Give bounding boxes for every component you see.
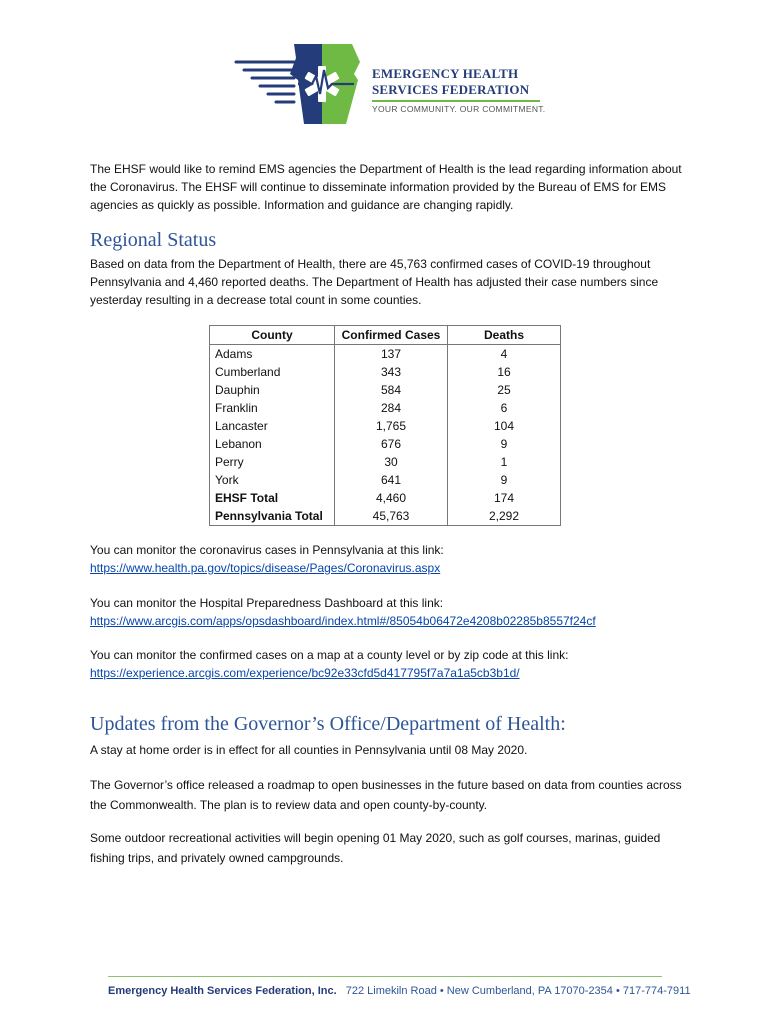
link-intro-text: You can monitor the coronavirus cases in Pennsylvania at this link: <box>90 543 444 557</box>
link-block-hospital <box>90 594 690 630</box>
table-cell-deaths: 6 <box>500 401 508 415</box>
table-cell-county: York <box>215 473 239 487</box>
table-cell-deaths: 16 <box>497 365 511 379</box>
deaths-column <box>448 345 561 526</box>
header-county: County <box>210 326 335 345</box>
ehsf-emblem-icon <box>234 40 369 126</box>
intro-paragraph: The EHSF would like to remind EMS agencies the Department of Health is the lead regarding information about the Coronavirus. The EHSF will continue to disseminate information provided by the Bureau of EMS for EMS agencies as quickly as possible. Information and guidance are changing rapidly. <box>90 162 682 212</box>
logo-line-1: EMERGENCY HEALTH <box>372 66 519 81</box>
link-block-coronavirus <box>90 541 690 577</box>
table-cell-county-total: EHSF Total <box>215 491 279 505</box>
table-cell-cases: 284 <box>380 401 402 415</box>
cases-map-link[interactable]: https://experience.arcgis.com/experience/bc92e33cfd5d417795f7a7a1a5cb3b1d/ <box>90 666 520 680</box>
table-cell-county: Lebanon <box>215 437 262 451</box>
table-cell-deaths: 9 <box>500 473 508 487</box>
regional-status-heading: Regional Status <box>90 229 217 251</box>
table-cell-county: Perry <box>215 455 244 469</box>
table-cell-deaths: 25 <box>497 383 511 397</box>
table-cell-county: Cumberland <box>215 365 281 379</box>
header-confirmed-cases: Confirmed Cases <box>335 326 448 345</box>
table-cell-cases: 584 <box>380 383 402 397</box>
table-body-row <box>210 345 561 526</box>
table-cell-deaths: 1 <box>500 455 508 469</box>
logo-line-2: SERVICES FEDERATION <box>372 82 530 97</box>
table-cell-cases: 4,460 <box>375 491 407 505</box>
table-cell-county: Adams <box>215 347 253 361</box>
footer-address: 722 Limekiln Road • New Cumberland, PA 17070-2354 • 717-774-7911 <box>345 985 691 997</box>
table-cell-cases: 45,763 <box>372 509 410 523</box>
table-cell-cases: 1,765 <box>375 419 407 433</box>
table-cell-county: Lancaster <box>215 419 268 433</box>
updates-heading: Updates from the Governor’s Office/Department of Health: <box>90 713 566 735</box>
ehsf-logo <box>234 40 554 126</box>
table-cell-deaths: 174 <box>493 491 515 505</box>
link-block-map <box>90 646 690 682</box>
table-header-row <box>210 326 561 345</box>
coronavirus-cases-link[interactable]: https://www.health.pa.gov/topics/disease/Pages/Coronavirus.aspx <box>90 561 441 575</box>
updates-paragraph-3: Some outdoor recreational activities will begin opening 01 May 2020, such as golf courses, marinas, guided fishing trips, and privately owned campgrounds. <box>90 831 661 865</box>
table-cell-deaths: 104 <box>493 419 515 433</box>
logo-divider <box>372 100 540 102</box>
updates-paragraph-2: The Governor’s office released a roadmap to open businesses in the future based on data from counties across the Commonwealth. The plan is to review data and open county-by-county. <box>90 778 682 812</box>
table-cell-cases: 641 <box>380 473 402 487</box>
regional-status-paragraph: Based on data from the Department of Health, there are 45,763 confirmed cases of COVID-19 throughout Pennsylvania and 4,460 reported deaths. The Department of Health has adjusted their case numbers since yesterday resulting in a decrease total count in some counties. <box>90 257 659 307</box>
county-column <box>210 345 335 526</box>
header-deaths: Deaths <box>448 326 561 345</box>
footer-org-name: Emergency Health Services Federation, Inc. <box>108 985 337 997</box>
table-cell-county: Dauphin <box>215 383 260 397</box>
table-cell-deaths: 2,292 <box>488 509 520 523</box>
table-cell-county: Franklin <box>215 401 258 415</box>
updates-paragraph-1: A stay at home order is in effect for all counties in Pennsylvania until 08 May 2020. <box>90 743 528 757</box>
table-cell-cases: 137 <box>380 347 402 361</box>
logo-wordmark <box>372 66 545 114</box>
cases-column <box>335 345 448 526</box>
table-cell-cases: 343 <box>380 365 402 379</box>
table-cell-deaths: 4 <box>500 347 508 361</box>
table-cell-county-total: Pennsylvania Total <box>215 509 323 523</box>
covid-county-table <box>209 325 561 526</box>
footer <box>108 985 691 997</box>
table-cell-cases: 30 <box>384 455 398 469</box>
link-intro-text: You can monitor the confirmed cases on a map at a county level or by zip code at this link: <box>90 648 569 662</box>
table-cell-cases: 676 <box>380 437 402 451</box>
footer-divider <box>108 976 662 977</box>
link-intro-text: You can monitor the Hospital Preparedness Dashboard at this link: <box>90 596 444 610</box>
logo-tagline: YOUR COMMUNITY. OUR COMMITMENT. <box>372 104 546 114</box>
hospital-dashboard-link[interactable]: https://www.arcgis.com/apps/opsdashboard/index.html#/85054b06472e4208b02285b8557f24cf <box>90 614 596 628</box>
table-cell-deaths: 9 <box>500 437 508 451</box>
